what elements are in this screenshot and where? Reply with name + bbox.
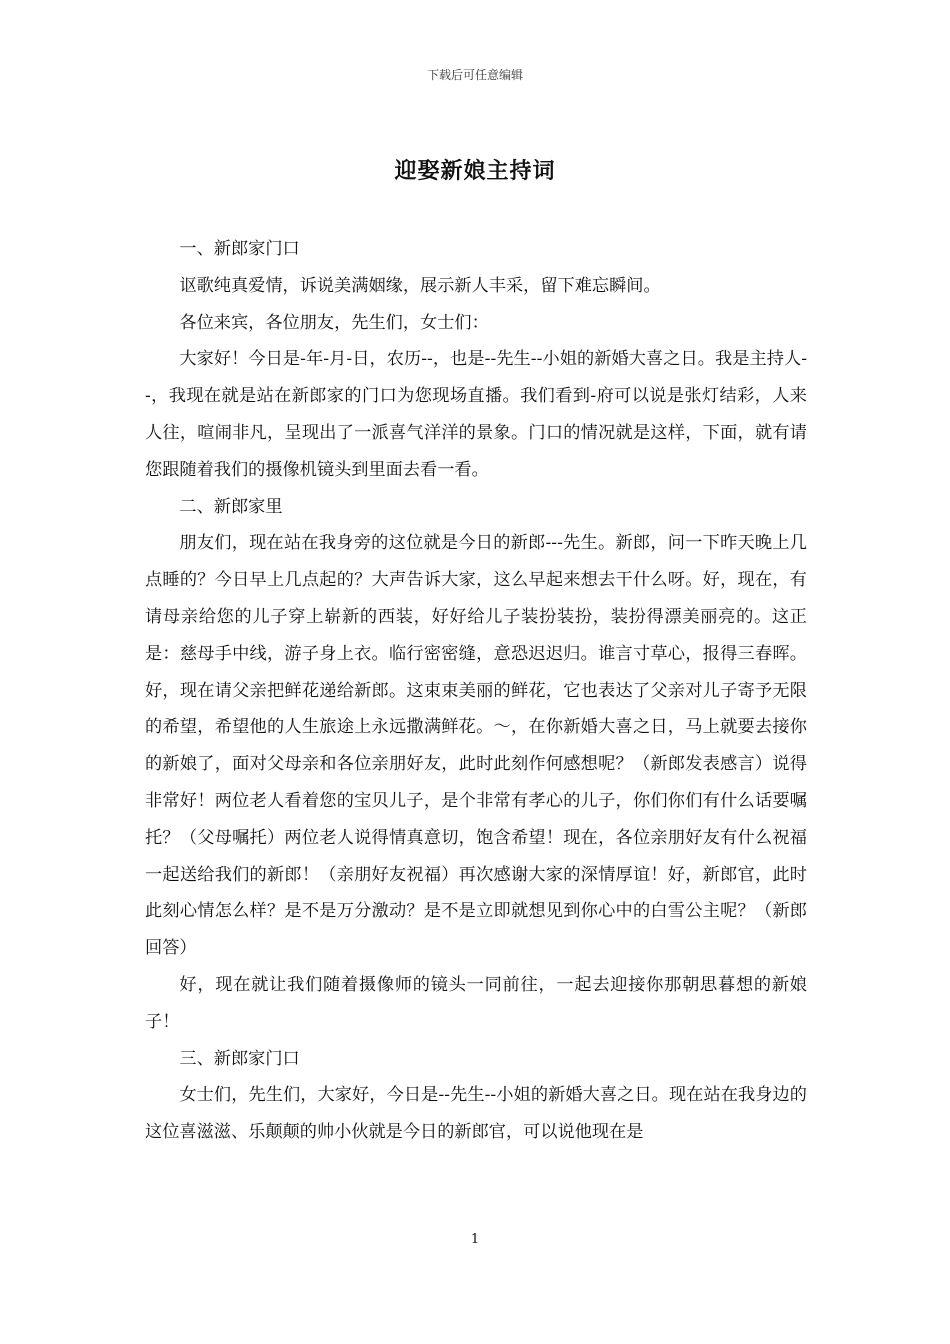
page-header-note: 下载后可任意编辑 [426, 68, 523, 82]
document-title: 迎娶新娘主持词 [394, 158, 556, 184]
section-heading-1: 一、新郎家门口 [179, 239, 300, 259]
paragraph: 大家好！今日是-年-月-日，农历--，也是--先生--小姐的新婚大喜之日。我是主持人--，我现在就是站在新郎家的门口为您现场直播。我们看到-府可以说是张灯结彩，人来人往，喧闹非凡，呈现出了一派喜气洋洋的景象。门口的情况就是这样，下面，就有请您跟随着我们的摄像机镜头到里面去看一看。 [145, 349, 807, 480]
page-number: 1 [470, 1232, 480, 1247]
paragraph: 好，现在就让我们随着摄像师的镜头一同前往，一起去迎接你那朝思暮想的新娘子！ [145, 974, 807, 1032]
paragraph: 女士们，先生们，大家好，今日是--先生--小姐的新婚大喜之日。现在站在我身边的这位喜滋滋、乐颠颠的帅小伙就是今日的新郎官，可以说他现在是 [145, 1085, 807, 1143]
document-body [145, 231, 807, 1151]
paragraph: 朋友们，现在站在我身旁的这位就是今日的新郎---先生。新郎，问一下昨天晚上几点睡的？今日早上几点起的？大声告诉大家，这么早起来想去干什么呀。好，现在，有请母亲给您的儿子穿上崭新的西装，好好给儿子装扮装扮，装扮得漂美丽亮的。这正是：慈母手中线，游子身上衣。临行密密缝，意恐迟迟归。谁言寸草心，报得三春晖。好，现在请父亲把鲜花递给新郎。这束束美丽的鲜花，它也表达了父亲对儿子寄予无限的希望，希望他的人生旅途上永远撒满鲜花。～，在你新婚大喜之日，马上就要去接你的新娘了，面对父母亲和各位亲朋好友，此时此刻作何感想呢？（新郎发表感言）说得非常好！两位老人看着您的宝贝儿子，是个非常有孝心的儿子，你们你们有什么话要嘱托？（父母嘱托）两位老人说得情真意切，饱含希望！现在，各位亲朋好友有什么祝福一起送给我们的新郎！（亲朋好友祝福）再次感谢大家的深情厚谊！好，新郎官，此时此刻心情怎么样？是不是万分激动？是不是立即就想见到你心中的白雪公主呢？（新郎回答） [145, 533, 807, 959]
paragraph: 讴歌纯真爱情，诉说美满姻缘，展示新人丰采，留下难忘瞬间。 [179, 275, 661, 296]
section-heading-3: 三、新郎家门口 [179, 1048, 300, 1069]
section-heading-2: 二、新郎家里 [179, 496, 283, 517]
paragraph: 各位来宾，各位朋友，先生们，女士们： [179, 312, 489, 333]
